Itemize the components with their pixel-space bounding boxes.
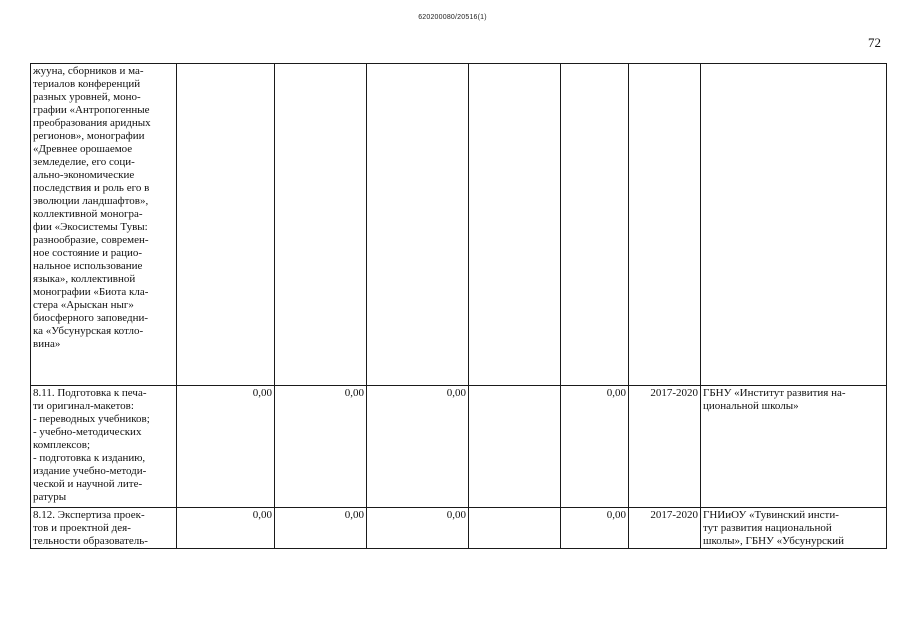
table-row <box>31 64 887 386</box>
activity-description: 8.11. Подготовка к печа- ти оригинал-макетов: - переводных учебников; - учебно-методических комплексов; - подготовка к изданию, издание учебно-методи- ческой и научной лите- ратуры <box>31 386 177 508</box>
amount-cell: 0,00 <box>275 386 367 508</box>
amount-cell <box>469 508 561 549</box>
amount-cell: 0,00 <box>367 508 469 549</box>
amount-cell: 0,00 <box>561 386 629 508</box>
amount-cell: 0,00 <box>561 508 629 549</box>
period-cell: 2017-2020 <box>629 386 701 508</box>
amount-cell: 0,00 <box>275 508 367 549</box>
page-number: 72 <box>868 35 881 50</box>
executor-cell: ГБНУ «Институт развития на- циональной школы» <box>701 386 887 508</box>
table-row <box>31 386 887 508</box>
amount-cell: 0,00 <box>177 386 275 508</box>
activity-description: жууна, сборников и ма- териалов конференций разных уровней, моно- графии «Антропогенные преобразования аридных регионов», монографии «Древнее орошаемое земледелие, его соци- ально-экономические последствия и роль его в эволюции ландшафтов», коллективной моногра- фии «Экосистемы Тувы: разнообразие, современ- ное состояние и рацио- нальное использование языка», коллективной монографии «Биота кла- стера «Арыскан ныг» биосферного заповедни- ка «Убсунурская котло- вина» <box>31 64 177 386</box>
executor-cell <box>701 64 887 386</box>
amount-cell <box>469 386 561 508</box>
amount-cell <box>469 64 561 386</box>
amount-cell <box>367 64 469 386</box>
period-cell: 2017-2020 <box>629 508 701 549</box>
table-row <box>31 508 887 549</box>
document-id: 620200080/20516(1) <box>418 14 487 21</box>
activity-description: 8.12. Экспертиза проек- тов и проектной дея- тельности образователь- <box>31 508 177 549</box>
amount-cell <box>561 64 629 386</box>
amount-cell: 0,00 <box>367 386 469 508</box>
amount-cell: 0,00 <box>177 508 275 549</box>
amount-cell <box>177 64 275 386</box>
period-cell <box>629 64 701 386</box>
executor-cell: ГНИиОУ «Тувинский инсти- тут развития национальной школы», ГБНУ «Убсунурский <box>701 508 887 549</box>
program-table <box>30 63 887 549</box>
amount-cell <box>275 64 367 386</box>
